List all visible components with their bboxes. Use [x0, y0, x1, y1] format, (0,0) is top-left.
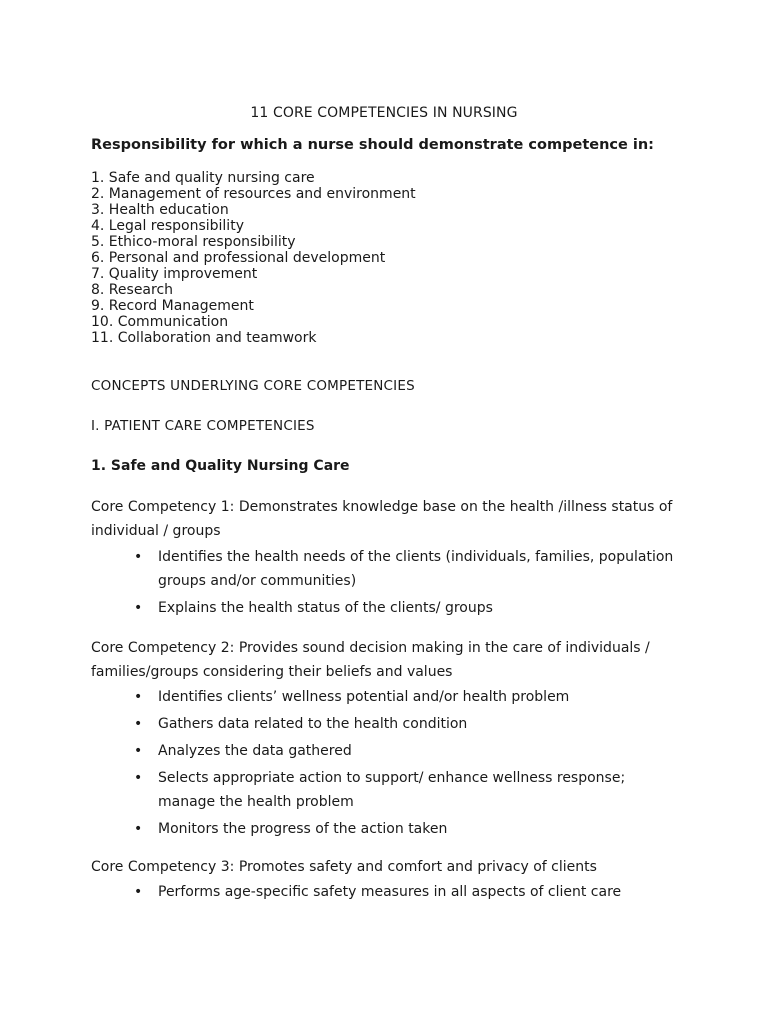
core-competency-1: Core Competency 1: Demonstrates knowledge base on the health /illness status of individual / groups [91, 499, 673, 539]
responsibility-heading: Responsibility for which a nurse should demonstrate competence in: [91, 137, 654, 153]
list-item: 9. Record Management [91, 298, 254, 314]
bullet-item [134, 596, 678, 620]
patient-care-heading: I. PATIENT CARE COMPETENCIES [91, 418, 315, 434]
bullet-icon: • [134, 689, 143, 705]
list-item: 4. Legal responsibility [91, 218, 244, 234]
bullet-icon: • [134, 716, 143, 732]
list-item: 6. Personal and professional development [91, 250, 386, 266]
list-item: 11. Collaboration and teamwork [91, 330, 317, 346]
core-competency-3: Core Competency 3: Promotes safety and comfort and privacy of clients [91, 859, 597, 875]
list-item: 5. Ethico-moral responsibility [91, 234, 296, 250]
list-item: 8. Research [91, 282, 174, 298]
bullet-item [134, 817, 678, 841]
bullet-text: Explains the health status of the clients/ groups [158, 600, 493, 616]
bullet-icon: • [134, 770, 143, 786]
bullet-item [134, 766, 678, 814]
safe-quality-heading: 1. Safe and Quality Nursing Care [91, 458, 350, 474]
competency-3-bullets [134, 880, 678, 907]
bullet-item [134, 545, 678, 593]
bullet-icon: • [134, 821, 143, 837]
list-item: 1. Safe and quality nursing care [91, 170, 315, 186]
bullet-item [134, 712, 678, 736]
list-item: 3. Health education [91, 202, 229, 218]
bullet-item [134, 880, 678, 904]
bullet-icon: • [134, 743, 143, 759]
responsibility-list [91, 170, 416, 346]
bullet-item [134, 739, 678, 763]
bullet-text: Identifies clients’ wellness potential and/or health problem [158, 689, 570, 705]
bullet-icon: • [134, 884, 143, 900]
bullet-text: Identifies the health needs of the clients (individuals, families, population groups and/or communities) [158, 549, 674, 589]
concepts-heading: CONCEPTS UNDERLYING CORE COMPETENCIES [91, 378, 415, 394]
bullet-text: Analyzes the data gathered [158, 743, 352, 759]
list-item: 7. Quality improvement [91, 266, 258, 282]
document-title: 11 CORE COMPETENCIES IN NURSING [250, 105, 518, 121]
bullet-text: Gathers data related to the health condition [158, 716, 468, 732]
list-item: 10. Communication [91, 314, 229, 330]
bullet-text: Performs age-specific safety measures in all aspects of client care [158, 884, 622, 900]
list-item: 2. Management of resources and environment [91, 186, 416, 202]
competency-2-bullets [134, 685, 678, 844]
core-competency-2: Core Competency 2: Provides sound decision making in the care of individuals / families/groups considering their beliefs and values [91, 640, 650, 680]
bullet-text: Monitors the progress of the action taken [158, 821, 448, 837]
bullet-text: Selects appropriate action to support/ enhance wellness response; manage the health problem [158, 770, 626, 810]
bullet-icon: • [134, 600, 143, 616]
bullet-icon: • [134, 549, 143, 565]
competency-1-bullets [134, 545, 678, 623]
bullet-item [134, 685, 678, 709]
